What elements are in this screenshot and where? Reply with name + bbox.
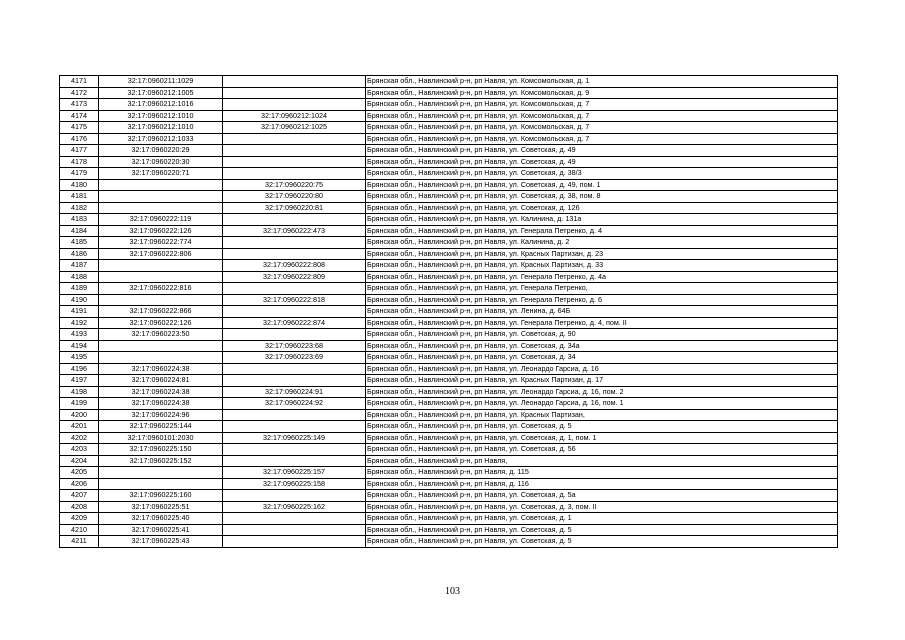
cadastral-number-cell: 32:17:0960224:81 [99, 375, 223, 387]
address-cell: Брянская обл., Навлинский р-н, рп Навля, ул. Калинина, д. 131а [366, 214, 838, 226]
table-row [60, 87, 838, 99]
address-cell: Брянская обл., Навлинский р-н, рп Навля, ул. Советская, д. 126 [366, 202, 838, 214]
cadastral-number-cell [99, 352, 223, 364]
table-row [60, 179, 838, 191]
row-number-cell: 4190 [60, 294, 99, 306]
row-number-cell: 4178 [60, 156, 99, 168]
row-number-cell: 4189 [60, 283, 99, 295]
table-row [60, 191, 838, 203]
address-cell: Брянская обл., Навлинский р-н, рп Навля, ул. Леонардо Гарсиа, д. 16, пом. 1 [366, 398, 838, 410]
linked-cadastral-number-cell: 32:17:0960220:75 [223, 179, 366, 191]
row-number-cell: 4176 [60, 133, 99, 145]
cadastral-number-cell [99, 271, 223, 283]
row-number-cell: 4183 [60, 214, 99, 226]
row-number-cell: 4201 [60, 421, 99, 433]
table-row [60, 202, 838, 214]
row-number-cell: 4185 [60, 237, 99, 249]
linked-cadastral-number-cell [223, 444, 366, 456]
linked-cadastral-number-cell: 32:17:0960222:473 [223, 225, 366, 237]
address-cell: Брянская обл., Навлинский р-н, рп Навля, д. 115 [366, 467, 838, 479]
cadastral-number-cell: 32:17:0960222:806 [99, 248, 223, 260]
row-number-cell: 4186 [60, 248, 99, 260]
address-cell: Брянская обл., Навлинский р-н, рп Навля, ул. Советская, д. 56 [366, 444, 838, 456]
table-row [60, 329, 838, 341]
linked-cadastral-number-cell: 32:17:0960222:808 [223, 260, 366, 272]
table-row [60, 386, 838, 398]
cadastral-number-cell: 32:17:0960212:1010 [99, 110, 223, 122]
address-cell: Брянская обл., Навлинский р-н, рп Навля, ул. Комсомольская, д. 9 [366, 87, 838, 99]
row-number-cell: 4184 [60, 225, 99, 237]
cadastral-number-cell: 32:17:0960220:30 [99, 156, 223, 168]
cadastral-number-cell: 32:17:0960222:866 [99, 306, 223, 318]
table-row [60, 501, 838, 513]
row-number-cell: 4182 [60, 202, 99, 214]
linked-cadastral-number-cell [223, 237, 366, 249]
table-row [60, 421, 838, 433]
address-cell: Брянская обл., Навлинский р-н, рп Навля, ул. Комсомольская, д. 7 [366, 110, 838, 122]
row-number-cell: 4199 [60, 398, 99, 410]
table-row [60, 225, 838, 237]
address-cell: Брянская обл., Навлинский р-н, рп Навля, ул. Красных Партизан, д. 17 [366, 375, 838, 387]
linked-cadastral-number-cell [223, 455, 366, 467]
table-row [60, 513, 838, 525]
table-body [60, 76, 838, 548]
table-row [60, 375, 838, 387]
linked-cadastral-number-cell [223, 524, 366, 536]
cadastral-number-cell: 32:17:0960222:126 [99, 225, 223, 237]
cadastral-number-cell: 32:17:0960101:2030 [99, 432, 223, 444]
cadastral-number-cell: 32:17:0960224:96 [99, 409, 223, 421]
address-cell: Брянская обл., Навлинский р-н, рп Навля, ул. Красных Партизан, д. 33 [366, 260, 838, 272]
cadastral-number-cell: 32:17:0960225:51 [99, 501, 223, 513]
cadastral-number-cell [99, 467, 223, 479]
table-row [60, 122, 838, 134]
linked-cadastral-number-cell: 32:17:0960224:91 [223, 386, 366, 398]
row-number-cell: 4205 [60, 467, 99, 479]
linked-cadastral-number-cell [223, 363, 366, 375]
table-row [60, 455, 838, 467]
address-cell: Брянская обл., Навлинский р-н, рп Навля, ул. Комсомольская, д. 1 [366, 76, 838, 88]
cadastral-number-cell: 32:17:0960225:160 [99, 490, 223, 502]
row-number-cell: 4209 [60, 513, 99, 525]
row-number-cell: 4172 [60, 87, 99, 99]
cadastral-number-cell [99, 179, 223, 191]
cadastral-number-cell: 32:17:0960222:774 [99, 237, 223, 249]
row-number-cell: 4206 [60, 478, 99, 490]
address-cell: Брянская обл., Навлинский р-н, рп Навля, ул. Советская, д. 49, пом. 1 [366, 179, 838, 191]
row-number-cell: 4171 [60, 76, 99, 88]
address-cell: Брянская обл., Навлинский р-н, рп Навля, ул. Советская, д. 5 [366, 536, 838, 548]
row-number-cell: 4177 [60, 145, 99, 157]
linked-cadastral-number-cell [223, 214, 366, 226]
linked-cadastral-number-cell [223, 513, 366, 525]
linked-cadastral-number-cell: 32:17:0960224:92 [223, 398, 366, 410]
table-row [60, 260, 838, 272]
row-number-cell: 4210 [60, 524, 99, 536]
row-number-cell: 4174 [60, 110, 99, 122]
address-cell: Брянская обл., Навлинский р-н, рп Навля, ул. Советская, д. 5 [366, 421, 838, 433]
cadastral-number-cell: 32:17:0960225:40 [99, 513, 223, 525]
table-row [60, 467, 838, 479]
cadastral-number-cell: 32:17:0960212:1005 [99, 87, 223, 99]
cadastral-number-cell: 32:17:0960222:816 [99, 283, 223, 295]
cadastral-number-cell: 32:17:0960224:38 [99, 386, 223, 398]
table-row [60, 76, 838, 88]
address-cell: Брянская обл., Навлинский р-н, рп Навля, ул. Советская, д. 3, пом. II [366, 501, 838, 513]
row-number-cell: 4202 [60, 432, 99, 444]
address-cell: Брянская обл., Навлинский р-н, рп Навля, ул. Советская, д. 1, пом. 1 [366, 432, 838, 444]
cadastral-number-cell: 32:17:0960223:50 [99, 329, 223, 341]
linked-cadastral-number-cell: 32:17:0960225:157 [223, 467, 366, 479]
linked-cadastral-number-cell: 32:17:0960223:69 [223, 352, 366, 364]
cadastral-number-cell: 32:17:0960224:38 [99, 363, 223, 375]
linked-cadastral-number-cell: 32:17:0960222:818 [223, 294, 366, 306]
table-row [60, 99, 838, 111]
cadastral-number-cell [99, 202, 223, 214]
address-cell: Брянская обл., Навлинский р-н, рп Навля, ул. Советская, д. 5 [366, 524, 838, 536]
linked-cadastral-number-cell [223, 133, 366, 145]
row-number-cell: 4191 [60, 306, 99, 318]
linked-cadastral-number-cell [223, 168, 366, 180]
linked-cadastral-number-cell [223, 99, 366, 111]
address-cell: Брянская обл., Навлинский р-н, рп Навля, д. 116 [366, 478, 838, 490]
linked-cadastral-number-cell [223, 306, 366, 318]
cadastral-number-cell: 32:17:0960225:43 [99, 536, 223, 548]
cadastral-number-cell [99, 478, 223, 490]
row-number-cell: 4203 [60, 444, 99, 456]
row-number-cell: 4200 [60, 409, 99, 421]
row-number-cell: 4207 [60, 490, 99, 502]
address-cell: Брянская обл., Навлинский р-н, рп Навля, ул. Генерала Петренко, [366, 283, 838, 295]
table-row [60, 340, 838, 352]
row-number-cell: 4193 [60, 329, 99, 341]
linked-cadastral-number-cell [223, 87, 366, 99]
address-cell: Брянская обл., Навлинский р-н, рп Навля, ул. Ленина, д. 64Б [366, 306, 838, 318]
linked-cadastral-number-cell [223, 490, 366, 502]
cadastral-number-cell: 32:17:0960220:29 [99, 145, 223, 157]
table-row [60, 294, 838, 306]
table-row [60, 524, 838, 536]
address-cell: Брянская обл., Навлинский р-н, рп Навля, ул. Советская, д. 5а [366, 490, 838, 502]
table-row [60, 156, 838, 168]
table-row [60, 168, 838, 180]
linked-cadastral-number-cell: 32:17:0960220:81 [223, 202, 366, 214]
address-cell: Брянская обл., Навлинский р-н, рп Навля, ул. Советская, д. 38/3 [366, 168, 838, 180]
table-row [60, 133, 838, 145]
cadastral-number-cell: 32:17:0960222:119 [99, 214, 223, 226]
cadastral-number-cell: 32:17:0960224:38 [99, 398, 223, 410]
row-number-cell: 4181 [60, 191, 99, 203]
cadastral-number-cell: 32:17:0960212:1033 [99, 133, 223, 145]
row-number-cell: 4208 [60, 501, 99, 513]
address-cell: Брянская обл., Навлинский р-н, рп Навля, ул. Леонардо Гарсиа, д. 16, пом. 2 [366, 386, 838, 398]
table-row [60, 317, 838, 329]
linked-cadastral-number-cell: 32:17:0960220:80 [223, 191, 366, 203]
row-number-cell: 4173 [60, 99, 99, 111]
linked-cadastral-number-cell [223, 283, 366, 295]
linked-cadastral-number-cell: 32:17:0960225:149 [223, 432, 366, 444]
row-number-cell: 4194 [60, 340, 99, 352]
address-cell: Брянская обл., Навлинский р-н, рп Навля, ул. Красных Партизан, [366, 409, 838, 421]
address-cell: Брянская обл., Навлинский р-н, рп Навля, ул. Советская, д. 49 [366, 145, 838, 157]
address-cell: Брянская обл., Навлинский р-н, рп Навля, ул. Комсомольская, д. 7 [366, 99, 838, 111]
linked-cadastral-number-cell [223, 536, 366, 548]
linked-cadastral-number-cell: 32:17:0960212:1024 [223, 110, 366, 122]
page-number: 103 [445, 586, 460, 597]
table-row [60, 352, 838, 364]
row-number-cell: 4187 [60, 260, 99, 272]
address-cell: Брянская обл., Навлинский р-н, рп Навля, ул. Леонардо Гарсиа, д. 16 [366, 363, 838, 375]
cadastral-number-cell [99, 191, 223, 203]
row-number-cell: 4211 [60, 536, 99, 548]
table-row [60, 432, 838, 444]
table-row [60, 237, 838, 249]
address-cell: Брянская обл., Навлинский р-н, рп Навля, ул. Советская, д. 1 [366, 513, 838, 525]
address-cell: Брянская обл., Навлинский р-н, рп Навля, ул. Советская, д. 34 [366, 352, 838, 364]
row-number-cell: 4196 [60, 363, 99, 375]
table-row [60, 110, 838, 122]
table-row [60, 490, 838, 502]
linked-cadastral-number-cell: 32:17:0960222:874 [223, 317, 366, 329]
address-cell: Брянская обл., Навлинский р-н, рп Навля, ул. Советская, д. 90 [366, 329, 838, 341]
linked-cadastral-number-cell [223, 329, 366, 341]
address-cell: Брянская обл., Навлинский р-н, рп Навля, ул. Красных Партизан, д. 23 [366, 248, 838, 260]
linked-cadastral-number-cell: 32:17:0960222:809 [223, 271, 366, 283]
cadastral-number-cell: 32:17:0960225:41 [99, 524, 223, 536]
address-cell: Брянская обл., Навлинский р-н, рп Навля, ул. Советская, д. 49 [366, 156, 838, 168]
address-cell: Брянская обл., Навлинский р-н, рп Навля, ул. Генерала Петренко, д. 4а [366, 271, 838, 283]
table-row [60, 283, 838, 295]
cadastral-number-cell: 32:17:0960225:150 [99, 444, 223, 456]
address-cell: Брянская обл., Навлинский р-н, рп Навля, [366, 455, 838, 467]
cadastral-number-cell [99, 260, 223, 272]
linked-cadastral-number-cell [223, 156, 366, 168]
cadastral-number-cell: 32:17:0960225:144 [99, 421, 223, 433]
cadastral-number-cell: 32:17:0960222:126 [99, 317, 223, 329]
linked-cadastral-number-cell [223, 421, 366, 433]
table-row [60, 214, 838, 226]
table-row [60, 398, 838, 410]
property-register-table [59, 75, 838, 548]
cadastral-number-cell: 32:17:0960212:1016 [99, 99, 223, 111]
linked-cadastral-number-cell [223, 248, 366, 260]
table-row [60, 363, 838, 375]
table-row [60, 248, 838, 260]
row-number-cell: 4192 [60, 317, 99, 329]
address-cell: Брянская обл., Навлинский р-н, рп Навля, ул. Комсомольская, д. 7 [366, 133, 838, 145]
table-row [60, 306, 838, 318]
address-cell: Брянская обл., Навлинский р-н, рп Навля, ул. Советская, д. 38, пом. 8 [366, 191, 838, 203]
cadastral-number-cell: 32:17:0960220:71 [99, 168, 223, 180]
linked-cadastral-number-cell [223, 409, 366, 421]
table-row [60, 271, 838, 283]
cadastral-number-cell [99, 294, 223, 306]
cadastral-number-cell: 32:17:0960225:152 [99, 455, 223, 467]
address-cell: Брянская обл., Навлинский р-н, рп Навля, ул. Калинина, д. 2 [366, 237, 838, 249]
linked-cadastral-number-cell [223, 375, 366, 387]
table-row [60, 409, 838, 421]
table-row [60, 444, 838, 456]
linked-cadastral-number-cell: 32:17:0960225:158 [223, 478, 366, 490]
row-number-cell: 4197 [60, 375, 99, 387]
row-number-cell: 4180 [60, 179, 99, 191]
address-cell: Брянская обл., Навлинский р-н, рп Навля, ул. Советская, д. 34а [366, 340, 838, 352]
row-number-cell: 4179 [60, 168, 99, 180]
table-row [60, 145, 838, 157]
address-cell: Брянская обл., Навлинский р-н, рп Навля, ул. Генерала Петренко, д. 4 [366, 225, 838, 237]
address-cell: Брянская обл., Навлинский р-н, рп Навля, ул. Генерала Петренко, д. 4, пом. II [366, 317, 838, 329]
table-row [60, 536, 838, 548]
linked-cadastral-number-cell [223, 76, 366, 88]
linked-cadastral-number-cell: 32:17:0960223:68 [223, 340, 366, 352]
cadastral-number-cell [99, 340, 223, 352]
address-cell: Брянская обл., Навлинский р-н, рп Навля, ул. Генерала Петренко, д. 6 [366, 294, 838, 306]
linked-cadastral-number-cell [223, 145, 366, 157]
row-number-cell: 4175 [60, 122, 99, 134]
row-number-cell: 4198 [60, 386, 99, 398]
address-cell: Брянская обл., Навлинский р-н, рп Навля, ул. Комсомольская, д. 7 [366, 122, 838, 134]
cadastral-number-cell: 32:17:0960212:1010 [99, 122, 223, 134]
cadastral-number-cell: 32:17:0960211:1029 [99, 76, 223, 88]
linked-cadastral-number-cell: 32:17:0960225:162 [223, 501, 366, 513]
row-number-cell: 4195 [60, 352, 99, 364]
row-number-cell: 4204 [60, 455, 99, 467]
table-row [60, 478, 838, 490]
row-number-cell: 4188 [60, 271, 99, 283]
linked-cadastral-number-cell: 32:17:0960212:1025 [223, 122, 366, 134]
